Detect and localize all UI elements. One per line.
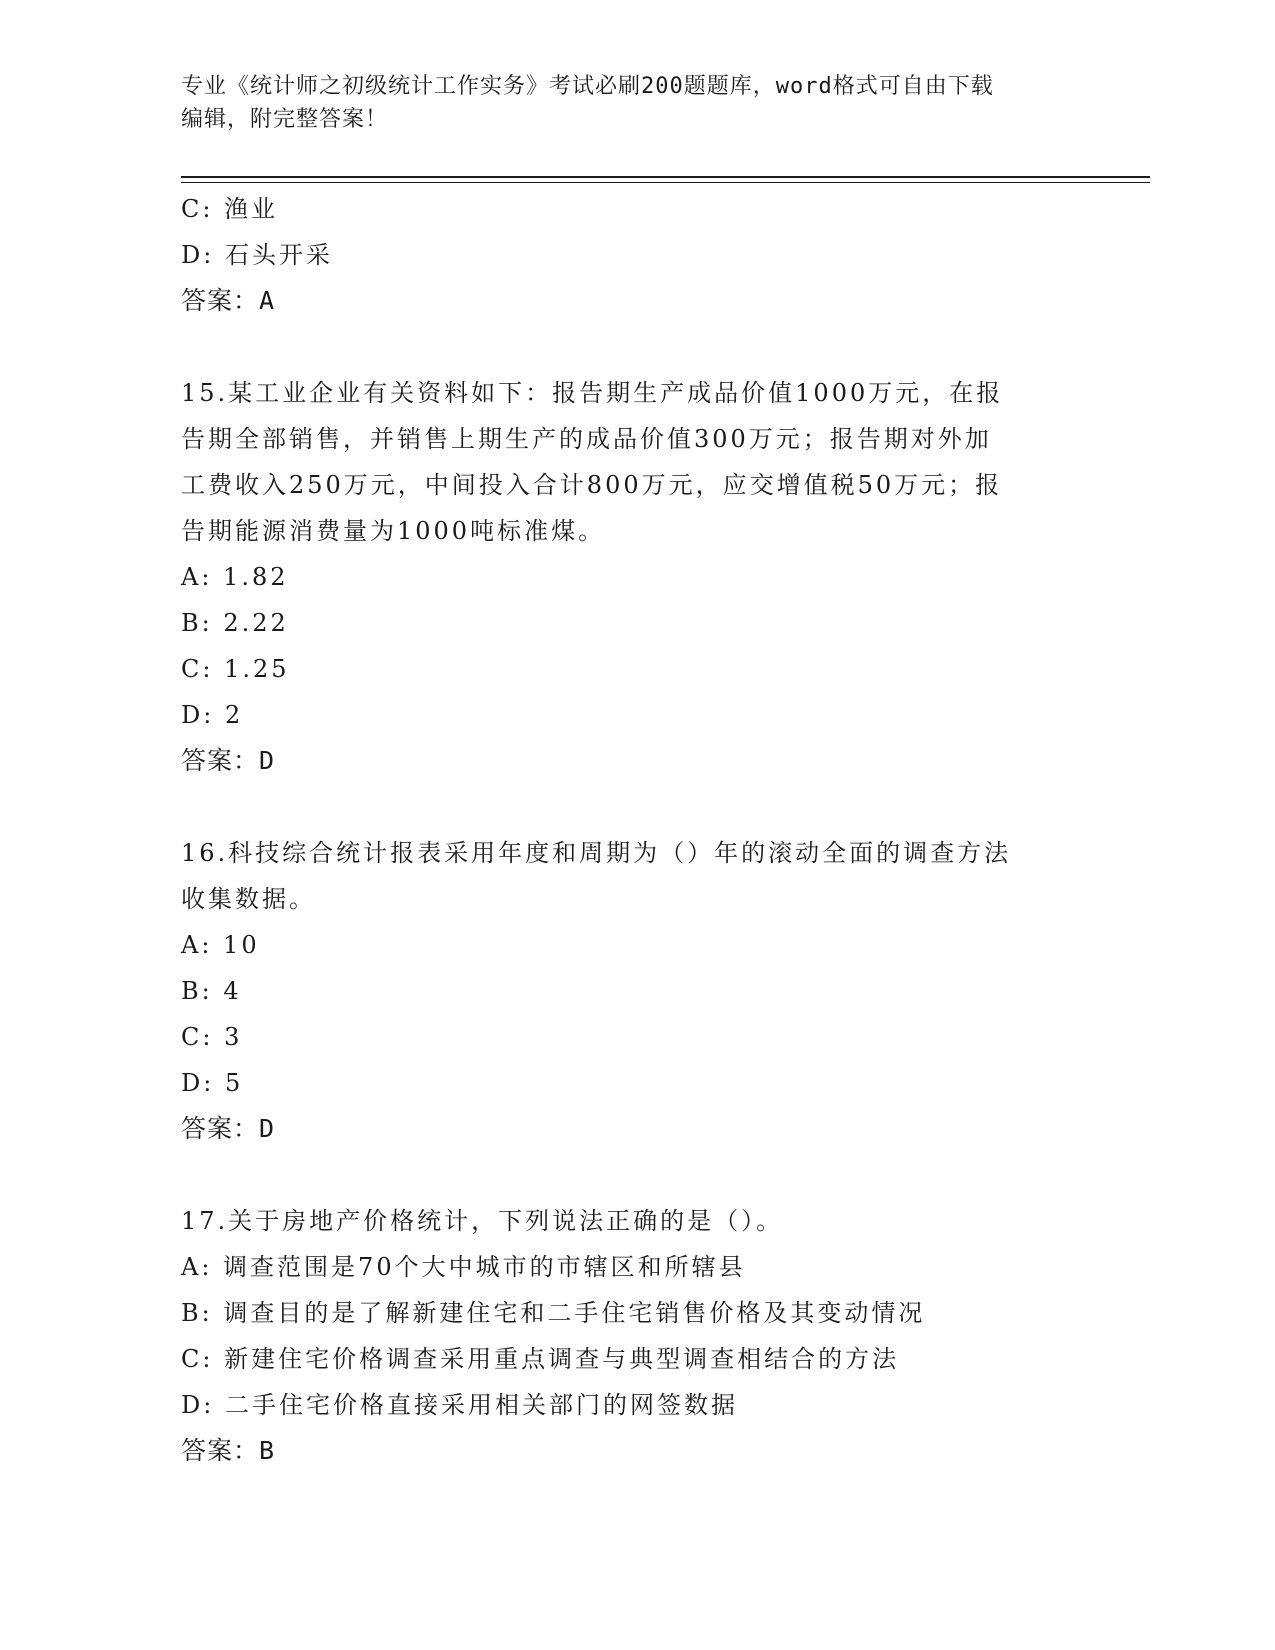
header-line-1: 专业《统计师之初级统计工作实务》考试必刷200题题库，word格式可自由下载 <box>181 74 994 99</box>
q15-option-c: C: 1.25 <box>181 655 290 683</box>
spacer <box>181 784 1081 830</box>
q16-text-line-2: 收集数据。 <box>181 885 316 913</box>
q16-answer: 答案：D <box>181 1114 276 1143</box>
header-line-2: 编辑，附完整答案！ <box>181 107 389 132</box>
q17-answer: 答案：B <box>181 1436 276 1465</box>
q16-option-b: B: 4 <box>181 977 242 1005</box>
prev-option-c: C: 渔业 <box>181 195 279 223</box>
spacer <box>181 324 1081 370</box>
header-divider-thin <box>181 182 1150 183</box>
question-content <box>181 186 1081 1474</box>
spacer <box>181 1152 1081 1198</box>
q17-option-c: C: 新建住宅价格调查采用重点调查与典型调查相结合的方法 <box>181 1345 900 1373</box>
q16-option-c: C: 3 <box>181 1023 243 1051</box>
question-15 <box>181 370 1081 784</box>
q17-option-a: A: 调查范围是70个大中城市的市辖区和所辖县 <box>181 1253 746 1281</box>
document-header <box>181 70 1081 136</box>
q16-option-a: A: 10 <box>181 931 260 959</box>
header-divider-thick <box>181 176 1150 178</box>
q16-option-d: D: 5 <box>181 1069 244 1097</box>
q15-text-line-4: 告期能源消费量为1000吨标准煤。 <box>181 517 606 545</box>
prev-option-d: D: 石头开采 <box>181 241 333 269</box>
q16-text-line-1: 16.科技综合统计报表采用年度和周期为（）年的滚动全面的调查方法 <box>181 839 1012 867</box>
q15-option-d: D: 2 <box>181 701 244 729</box>
q15-text-line-2: 告期全部销售，并销售上期生产的成品价值300万元；报告期对外加 <box>181 425 992 453</box>
q15-text-line-1: 15.某工业企业有关资料如下：报告期生产成品价值1000万元，在报 <box>181 379 1004 407</box>
q15-option-a: A: 1.82 <box>181 563 289 591</box>
question-16 <box>181 830 1081 1152</box>
q17-option-d: D: 二手住宅价格直接采用相关部门的网签数据 <box>181 1391 738 1419</box>
q15-option-b: B: 2.22 <box>181 609 289 637</box>
q17-option-b: B: 调查目的是了解新建住宅和二手住宅销售价格及其变动情况 <box>181 1299 926 1327</box>
q15-answer: 答案：D <box>181 746 276 775</box>
q17-text-line-1: 17.关于房地产价格统计，下列说法正确的是（）。 <box>181 1207 784 1235</box>
question-17 <box>181 1198 1081 1474</box>
q15-text-line-3: 工费收入250万元，中间投入合计800万元，应交增值税50万元；报 <box>181 471 1003 499</box>
prev-answer: 答案：A <box>181 286 276 315</box>
